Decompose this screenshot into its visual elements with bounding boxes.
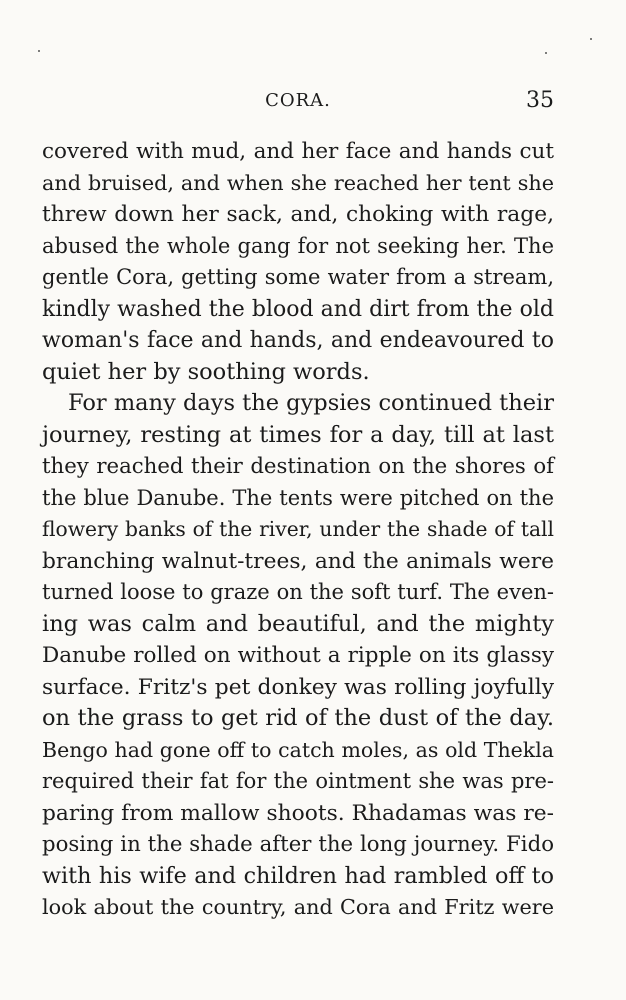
text-line: Bengo had gone off to catch moles, as old Thekla xyxy=(42,737,554,762)
text-line: covered with mud, and her face and hands cut xyxy=(42,139,554,164)
text-line: posing in the shade after the long journey. Fido xyxy=(42,832,554,857)
running-title: CORA. xyxy=(265,90,331,111)
text-line: gentle Cora, getting some water from a stream, xyxy=(42,265,554,289)
print-speck xyxy=(590,38,592,40)
text-line: abused the whole gang for not seeking her. The xyxy=(42,233,554,258)
text-line: quiet her by soothing words. xyxy=(42,358,370,385)
text-line: ing was calm and beautiful, and the mighty xyxy=(42,610,554,637)
text-line: on the grass to get rid of the dust of the day. xyxy=(42,705,554,731)
text-line: journey, resting at times for a day, till at last xyxy=(42,421,554,448)
text-line: Danube rolled on without a ripple on its glassy xyxy=(42,643,554,668)
text-line: turned loose to graze on the soft turf. The even- xyxy=(42,580,554,604)
print-speck xyxy=(38,50,40,52)
text-line: kindly washed the blood and dirt from the old xyxy=(42,296,554,322)
text-line: threw down her sack, and, choking with rage, xyxy=(42,202,554,227)
text-line: surface. Fritz's pet donkey was rolling joyfully xyxy=(42,674,554,700)
text-line: look about the country, and Cora and Fritz were xyxy=(42,895,554,919)
page-number: 35 xyxy=(526,88,554,113)
text-line: branching walnut-trees, and the animals were xyxy=(42,548,554,574)
text-line: flowery banks of the river, under the shade of tall xyxy=(42,517,554,541)
text-line: required their fat for the ointment she was pre- xyxy=(42,769,554,793)
text-line: paring from mallow shoots. Rhadamas was re- xyxy=(42,800,554,826)
print-speck xyxy=(545,52,547,54)
text-line: and bruised, and when she reached her tent she xyxy=(42,170,554,195)
text-line: with his wife and children had rambled off to xyxy=(42,862,554,889)
text-line: woman's face and hands, and endeavoured to xyxy=(42,328,554,353)
body-text xyxy=(42,136,554,924)
text-line: they reached their destination on the shores of xyxy=(42,454,554,479)
text-line: the blue Danube. The tents were pitched on the xyxy=(42,485,554,510)
paragraph xyxy=(42,136,554,388)
text-line: For many days the gypsies continued their xyxy=(68,390,554,416)
paragraph xyxy=(42,388,554,924)
running-head xyxy=(42,90,554,116)
